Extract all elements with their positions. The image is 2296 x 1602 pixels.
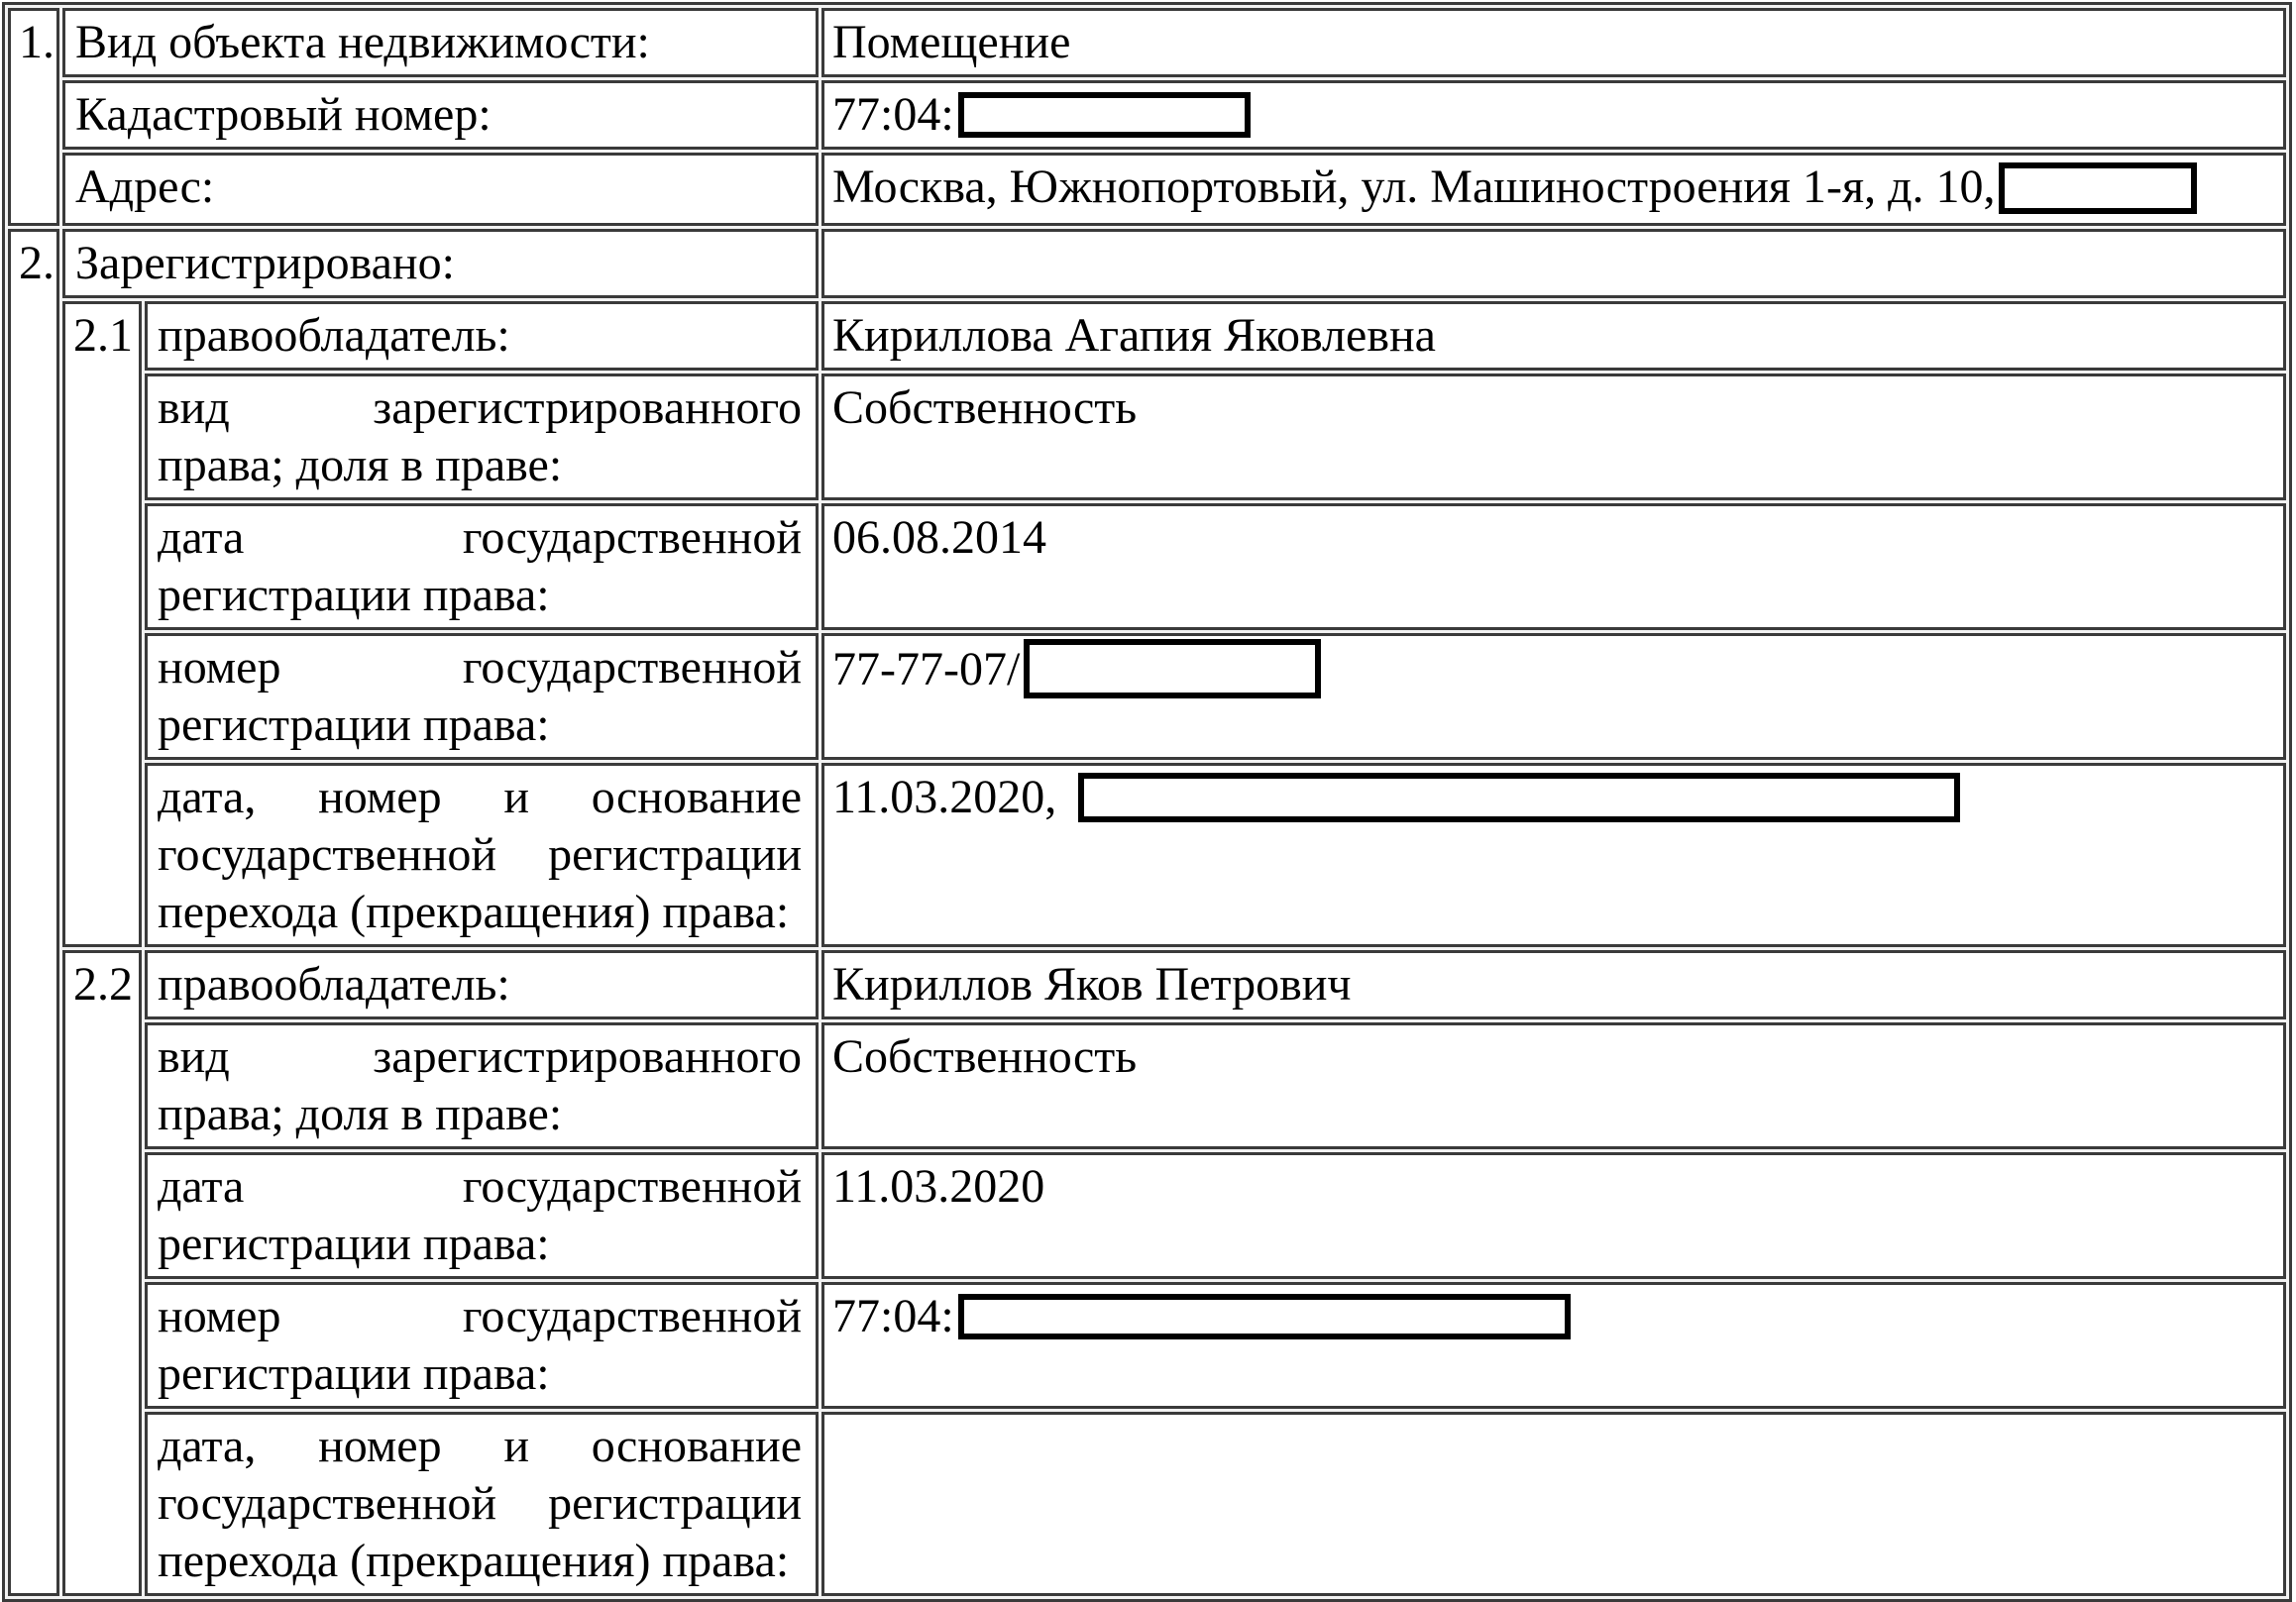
table-row xyxy=(8,80,2286,150)
section-number: 2. xyxy=(19,237,55,289)
field-value xyxy=(821,80,2286,150)
table-row xyxy=(8,950,2286,1019)
table-row xyxy=(8,1282,2286,1409)
field-value xyxy=(821,633,2286,760)
table-row xyxy=(8,1412,2286,1596)
table-row xyxy=(8,1022,2286,1149)
field-value xyxy=(821,1152,2286,1279)
field-label xyxy=(145,633,819,760)
transfer-value: 11.03.2020, xyxy=(832,771,1057,823)
holder-label: правообладатель: xyxy=(158,309,510,362)
section2-number-cell xyxy=(8,229,59,1596)
entry-number: 2.2 xyxy=(73,958,133,1011)
transfer-label: дата, номер и основание государственной регистрации перехода (прекращения) права: xyxy=(158,1420,803,1587)
redaction-box xyxy=(1999,162,2197,214)
redaction-box xyxy=(958,92,1251,138)
field-value xyxy=(821,503,2286,630)
redaction-box xyxy=(1078,773,1960,822)
field-label xyxy=(62,153,819,226)
field-label xyxy=(62,8,819,77)
table-row xyxy=(8,763,2286,947)
table-row xyxy=(8,374,2286,500)
right-kind-label: вид зарегистрированного права; доля в праве: xyxy=(158,1030,803,1140)
field-label xyxy=(145,1282,819,1409)
cadastral-number-value: 77:04: xyxy=(832,88,954,141)
field-label xyxy=(62,229,819,298)
holder-value: Кириллов Яков Петрович xyxy=(832,958,1352,1011)
address-label: Адрес: xyxy=(75,160,215,213)
reg-number-value: 77:04: xyxy=(832,1290,954,1342)
field-value-empty xyxy=(821,229,2286,298)
reg-date-value: 06.08.2014 xyxy=(832,511,1047,564)
field-value xyxy=(821,8,2286,77)
reg-number-value: 77-77-07/ xyxy=(832,643,1021,695)
entry-2-2-number-cell xyxy=(62,950,142,1596)
field-value xyxy=(821,374,2286,500)
table-row xyxy=(8,8,2286,77)
reg-date-label: дата государственной регистрации права: xyxy=(158,511,803,621)
field-label xyxy=(145,1152,819,1279)
entry-number: 2.1 xyxy=(73,309,133,362)
field-value xyxy=(821,763,2286,947)
object-type-value: Помещение xyxy=(832,16,1071,68)
redaction-box xyxy=(958,1294,1571,1339)
transfer-label: дата, номер и основание государственной регистрации перехода (прекращения) права: xyxy=(158,771,803,938)
cadastral-number-label: Кадастровый номер: xyxy=(75,88,492,141)
egrn-extract-table xyxy=(2,2,2292,1602)
right-kind-value: Собственность xyxy=(832,1030,1138,1083)
section-number: 1. xyxy=(19,16,55,68)
field-value xyxy=(821,950,2286,1019)
field-label xyxy=(145,763,819,947)
field-value xyxy=(821,301,2286,371)
table-row xyxy=(8,153,2286,226)
registered-title: Зарегистрировано: xyxy=(75,237,455,289)
object-type-label: Вид объекта недвижимости: xyxy=(75,16,650,68)
reg-date-label: дата государственной регистрации права: xyxy=(158,1160,803,1270)
field-label xyxy=(62,80,819,150)
table-row xyxy=(8,633,2286,760)
field-label xyxy=(145,1412,819,1596)
field-value-empty xyxy=(821,1412,2286,1596)
reg-number-label: номер государственной регистрации права: xyxy=(158,1290,803,1400)
field-label xyxy=(145,374,819,500)
right-kind-value: Собственность xyxy=(832,381,1138,434)
field-label xyxy=(145,950,819,1019)
reg-number-label: номер государственной регистрации права: xyxy=(158,641,803,751)
table-row xyxy=(8,301,2286,371)
right-kind-label: вид зарегистрированного права; доля в праве: xyxy=(158,381,803,491)
table-row xyxy=(8,229,2286,298)
reg-date-value: 11.03.2020 xyxy=(832,1160,1045,1213)
address-value: Москва, Южнопортовый, ул. Машиностроения 1-я, д. 10, xyxy=(832,160,1996,213)
section1-number-cell xyxy=(8,8,59,226)
table-row xyxy=(8,1152,2286,1279)
field-value xyxy=(821,1022,2286,1149)
holder-value: Кириллова Агапия Яковлевна xyxy=(832,309,1436,362)
redaction-box xyxy=(1024,639,1321,698)
field-label xyxy=(145,503,819,630)
field-value xyxy=(821,1282,2286,1409)
field-label xyxy=(145,1022,819,1149)
holder-label: правообладатель: xyxy=(158,958,510,1011)
field-value xyxy=(821,153,2286,226)
table-row xyxy=(8,503,2286,630)
field-label xyxy=(145,301,819,371)
entry-2-1-number-cell xyxy=(62,301,142,947)
